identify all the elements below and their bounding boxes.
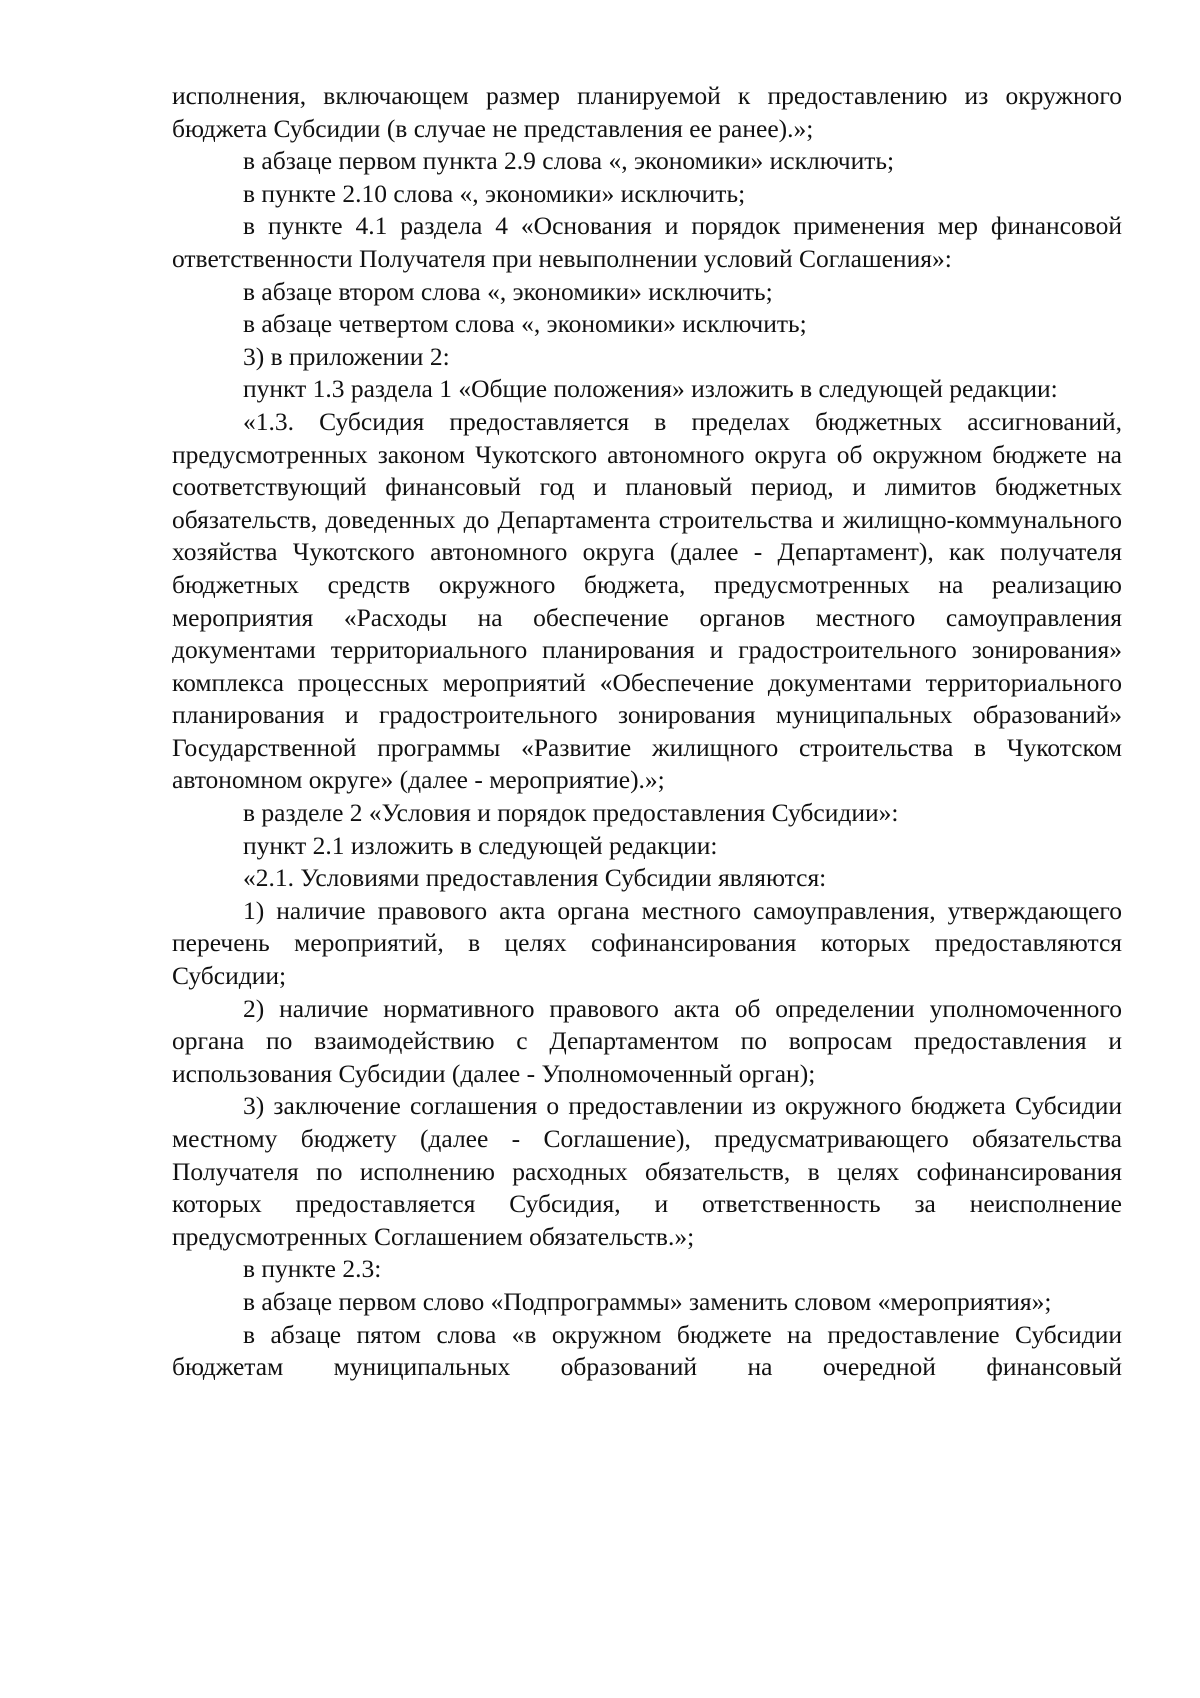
paragraph-5: в абзаце втором слова «, экономики» исключить;: [243, 276, 773, 306]
paragraph-10: в разделе 2 «Условия и порядок предоставления Субсидии»:: [243, 798, 899, 828]
paragraph-4: в пункте 4.1 раздела 4 «Основания и порядок применения мер финансовой ответственности Получателя при невыполнении условий Соглашения»:: [172, 211, 1122, 273]
paragraph-18: в абзаце пятом слова «в окружном бюджете на предоставление Субсидии бюджетам муниципальных образований на очередной финансовый: [172, 1319, 1122, 1382]
paragraph-2: в абзаце первом пункта 2.9 слова «, экономики» исключить;: [243, 146, 895, 176]
paragraph-13: 1) наличие правового акта органа местного самоуправления, утверждающего перечень мероприятий, в целях софинансирования которых предоставляются Субсидии;: [172, 895, 1122, 991]
paragraph-12: «2.1. Условиями предоставления Субсидии являются:: [243, 863, 827, 893]
paragraph-7: 3) в приложении 2:: [243, 341, 450, 371]
document-page: [172, 80, 1122, 1384]
paragraph-14: 2) наличие нормативного правового акта об определении уполномоченного органа по взаимодействию с Департаментом по вопросам предоставления и использования Субсидии (далее - Уполномоченный орган);: [172, 993, 1122, 1088]
paragraph-6: в абзаце четвертом слова «, экономики» исключить;: [243, 309, 807, 339]
paragraph-3: в пункте 2.10 слова «, экономики» исключить;: [243, 178, 746, 208]
paragraph-16: в пункте 2.3:: [243, 1254, 382, 1284]
paragraph-17: в абзаце первом слово «Подпрограммы» заменить словом «мероприятия»;: [243, 1286, 1052, 1316]
paragraph-9: «1.3. Субсидия предоставляется в пределах бюджетных ассигнований, предусмотренных законом Чукотского автономного округа об окружном бюджете на соответствующий финансовый год и плановый период, и лимитов бюджетных обязательств, доведенных до Департамента строительства и жилищно-коммунального хозяйства Чукотского автономного округа (далее - Департамент), как получателя бюджетных средств окружного бюджета, предусмотренных на реализацию мероприятия «Расходы на обеспечение органов местного самоуправления документами территориального планирования и градостроительного зонирования» комплекса процессных мероприятий «Обеспечение документами территориального планирования и градостроительного зонирования муниципальных образований» Государственной программы «Развитие жилищного строительства в Чукотском автономном округе» (далее - мероприятие).»;: [172, 406, 1122, 795]
paragraph-11: пункт 2.1 изложить в следующей редакции:: [243, 830, 718, 860]
paragraph-15: 3) заключение соглашения о предоставлении из окружного бюджета Субсидии местному бюджету (далее - Соглашение), предусматривающего обязательства Получателя по исполнению расходных обязательств, в целях софинансирования которых предоставляется Субсидия, и ответственность за неисполнение предусмотренных Соглашением обязательств.»;: [172, 1091, 1122, 1251]
paragraph-8: пункт 1.3 раздела 1 «Общие положения» изложить в следующей редакции:: [243, 374, 1058, 404]
paragraph-1: исполнения, включающем размер планируемой к предоставлению из окружного бюджета Субсидии (в случае не представления ее ранее).»;: [172, 81, 1122, 143]
